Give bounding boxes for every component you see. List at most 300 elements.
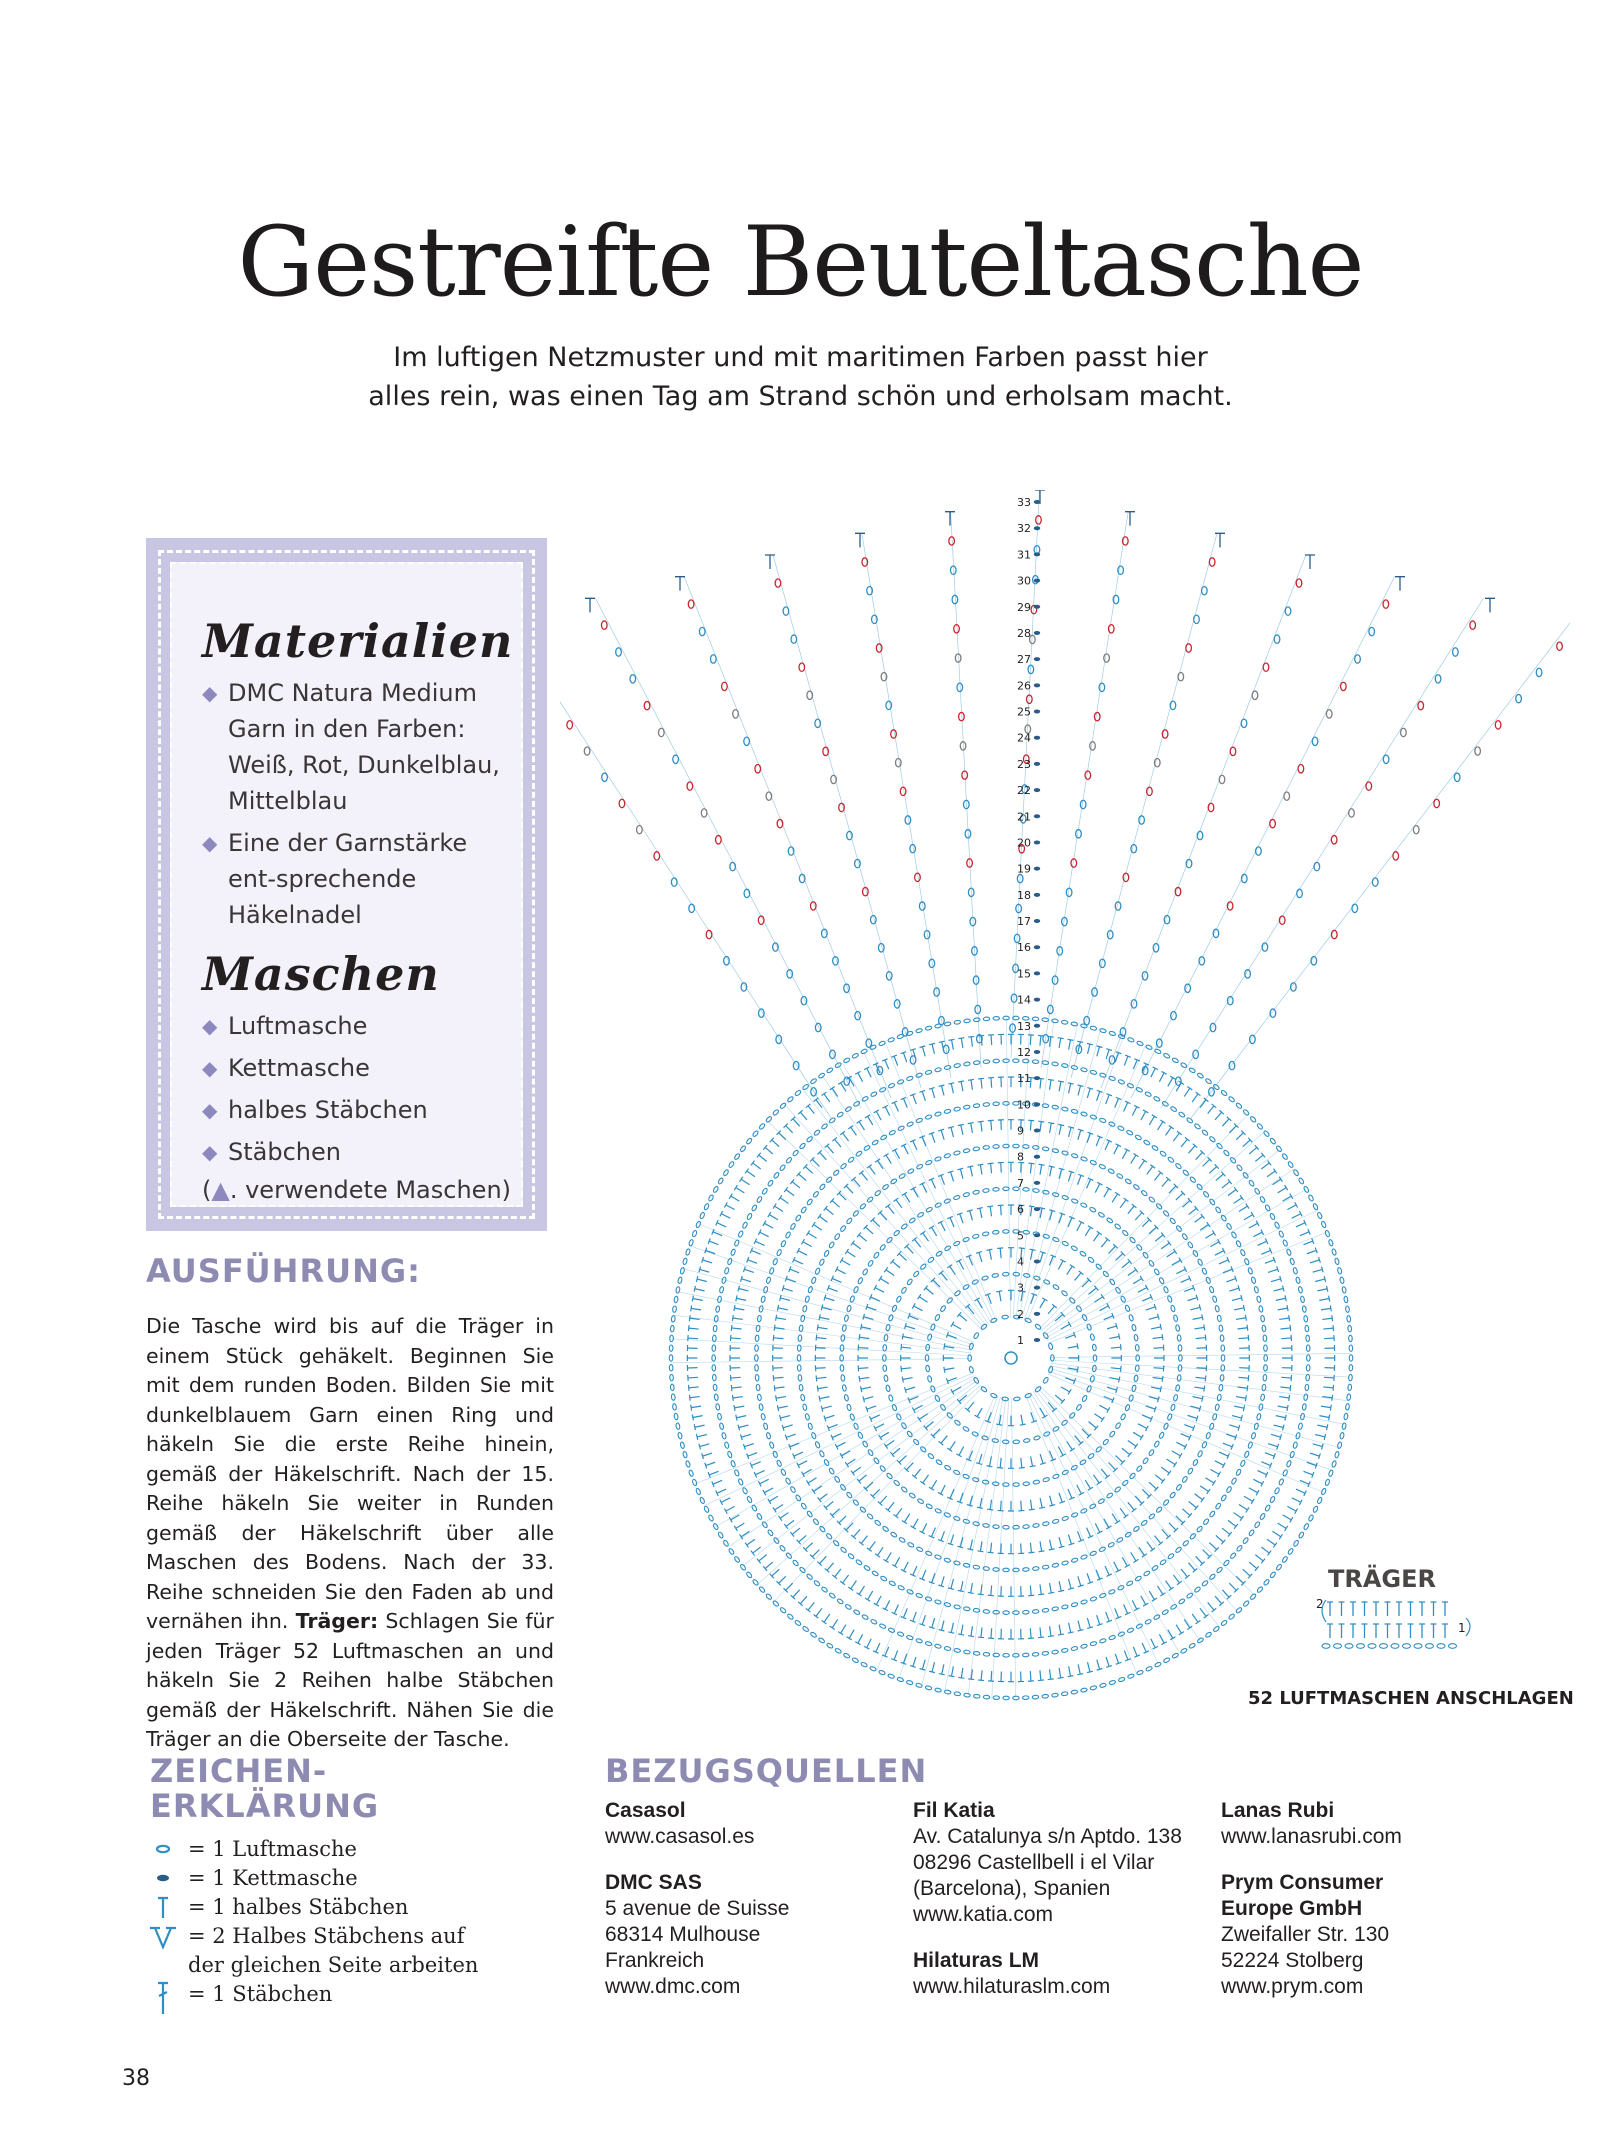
chart-stitch-hdc <box>844 1521 855 1532</box>
chart-stitch-hdc <box>1270 1431 1281 1440</box>
chart-stitch-hdc <box>920 1231 931 1243</box>
chart-stitch-chain <box>1254 1521 1261 1528</box>
chart-stitch-chain <box>905 816 911 824</box>
chart-stitch-chain <box>1080 1202 1087 1208</box>
chart-stitch-chain <box>917 1498 924 1504</box>
chart-stitch-hdc <box>1072 1271 1083 1283</box>
chart-stitch-chain <box>847 831 853 839</box>
chart-stitch-chain <box>1205 1631 1212 1638</box>
chart-stitch-hdc <box>938 1174 947 1185</box>
chart-stitch-hdc <box>777 1403 788 1411</box>
chart-stitch-chain <box>944 1512 951 1518</box>
chart-stitch-chain <box>715 1306 720 1313</box>
chart-stitch-hdc <box>968 1079 975 1090</box>
chart-stitch-chain <box>1418 701 1424 709</box>
chart-stitch-chain <box>1173 1394 1178 1401</box>
strap-caption: 52 LUFTMASCHEN ANSCHLAGEN <box>1248 1688 1574 1709</box>
chart-stitch-chain <box>1048 1343 1053 1350</box>
chart-stitch-hdc <box>1186 1144 1197 1155</box>
chart-stitch-chain <box>1013 1272 1020 1276</box>
chart-stitch-hdc <box>1138 1110 1148 1122</box>
chart-stitch-chain <box>1293 1267 1298 1274</box>
chart-stitch-chain <box>1413 825 1419 833</box>
chart-stitch-chain <box>1243 1109 1250 1116</box>
chart-stitch-hdc <box>882 1059 891 1071</box>
chart-stitch-hdc <box>988 1078 995 1088</box>
strap-stitch-chain <box>1391 1644 1399 1649</box>
chart-stitch-hdc <box>929 1132 938 1143</box>
chart-stitch-hdc <box>773 1345 783 1351</box>
chart-stitch-chain <box>746 1213 752 1220</box>
chart-stitch-chain <box>849 1295 855 1302</box>
chart-stitch-hdc <box>830 1507 841 1518</box>
chart-stitch-chain <box>983 1523 990 1528</box>
stitch-text: Luftmasche <box>228 1012 368 1041</box>
chart-stitch-hdc <box>1056 1537 1064 1548</box>
chart-stitch-hdc <box>830 1618 841 1630</box>
chart-stitch-chain <box>1240 1249 1246 1256</box>
chart-stitch-hdc <box>1037 1453 1046 1464</box>
chart-stitch-chain <box>901 1223 908 1230</box>
chart-stitch-chain <box>1248 1180 1255 1187</box>
chart-stitch-chain <box>1201 1129 1208 1136</box>
chart-stitch-chain <box>1013 1397 1020 1401</box>
chart-stitch-chain <box>728 1161 735 1168</box>
chart-stitch-chain <box>1203 1191 1210 1198</box>
chart-stitch-hdc <box>919 1569 928 1581</box>
chart-stitch-hdc <box>1111 1561 1121 1573</box>
chart-stitch-chain <box>1201 1580 1208 1587</box>
chart-stitch-hdc <box>864 1480 875 1491</box>
chart-stitch-chain <box>772 1600 779 1607</box>
chart-stitch-chain <box>1071 1690 1078 1695</box>
chart-stitch-hdc <box>1059 1384 1071 1394</box>
chart-stitch-chain <box>1341 682 1347 690</box>
chart-stitch-chain <box>835 1648 842 1654</box>
chart-stitch-chain <box>1306 1365 1310 1372</box>
chart-stitch-hdc <box>840 1131 851 1143</box>
chart-stitch-chain <box>810 1078 817 1085</box>
chart-stitch-chain <box>1032 1060 1039 1064</box>
chart-stitch-chain <box>1401 728 1407 736</box>
chart-stitch-hdc <box>875 1545 886 1557</box>
chart-stitch-chain <box>1081 1395 1087 1402</box>
chart-stitch-hdc <box>1056 1492 1065 1503</box>
chart-stitch-chain <box>926 1207 933 1213</box>
chart-stitch-chain <box>897 1631 904 1637</box>
bullet-icon: ◆ <box>202 1098 218 1123</box>
chart-stitch-chain <box>953 1150 960 1155</box>
chart-stitch-chain <box>1071 1512 1078 1518</box>
strap-stitch-chain <box>1357 1644 1365 1649</box>
chart-stitch-hdc <box>1309 1450 1320 1459</box>
chart-stitch-chain <box>699 627 705 635</box>
chart-stitch-chain <box>672 1403 676 1410</box>
chart-stitch-slip <box>1034 500 1040 504</box>
strap-stitch-hdc <box>1431 1602 1437 1616</box>
chart-stitch-hdc <box>741 1276 752 1285</box>
legend-row-hdc <box>150 1893 550 1922</box>
chart-stitch-hdc <box>912 1237 923 1249</box>
chart-stitch-chain <box>1109 1278 1116 1285</box>
chart-stitch-chain <box>992 1438 999 1443</box>
chart-stitch-chain <box>840 1163 847 1170</box>
chart-stitch-chain <box>1062 1241 1069 1247</box>
chart-stitch-hdc <box>866 1304 877 1313</box>
chart-stitch-chain <box>954 1107 961 1112</box>
chart-stitch-chain <box>1177 1335 1181 1342</box>
chart-stitch-chain <box>954 1604 961 1609</box>
chart-stitch-hdc <box>996 1291 1004 1302</box>
chart-stitch-chain <box>1187 1467 1193 1474</box>
chart-stitch-chain <box>1264 1345 1268 1352</box>
chart-stitch-chain <box>1300 1296 1305 1303</box>
chart-row-number: 8 <box>1017 1150 1024 1164</box>
chart-stitch-chain <box>973 1694 980 1698</box>
chart-stitch-chain <box>1205 1432 1211 1439</box>
chart-stitch-hdc <box>1195 1374 1206 1381</box>
chart-stitch-chain <box>1251 1277 1256 1284</box>
chart-stitch-hdc <box>1239 1345 1249 1351</box>
chart-stitch-chain <box>826 1533 833 1540</box>
chart-stitch-hdc <box>1218 1449 1230 1459</box>
chart-stitch-hdc <box>948 1171 957 1182</box>
chart-stitch-hdc <box>1110 1192 1120 1204</box>
chart-stitch-chain <box>685 1248 690 1255</box>
chart-stitch-hdc <box>1320 1403 1331 1410</box>
chart-stitch-chain <box>1071 1153 1078 1158</box>
chart-stitch-chain <box>1013 1696 1019 1700</box>
chart-stitch-chain <box>1099 683 1105 691</box>
chart-stitch-chain <box>1033 1188 1040 1193</box>
chart-stitch-chain <box>794 1620 801 1627</box>
chart-stitch-hdc <box>1299 1229 1311 1238</box>
stitch-item <box>202 1092 521 1128</box>
chart-stitch-chain <box>1182 1233 1189 1240</box>
chart-stitch-hdc <box>1194 1324 1205 1331</box>
chart-stitch-chain <box>1033 1480 1040 1485</box>
chart-stitch-chain <box>616 648 622 656</box>
chart-stitch-hdc <box>1238 1374 1248 1381</box>
chart-stitch-chain <box>1210 1023 1216 1031</box>
chart-stitch-hdc <box>1174 1514 1185 1525</box>
chart-row-number: 15 <box>1017 967 1031 981</box>
chart-stitch-chain <box>1260 1394 1265 1401</box>
chart-stitch-hdc <box>1155 1120 1165 1132</box>
chart-stitch-hdc <box>724 1202 736 1212</box>
chart-stitch-chain <box>1136 1623 1143 1629</box>
chart-stitch-hdc <box>1126 1500 1137 1512</box>
chart-stitch-chain <box>724 1267 729 1274</box>
chart-stitch-hdc <box>1222 1266 1234 1275</box>
chart-stitch-chain <box>1348 1384 1352 1391</box>
chart-stitch-hdc <box>886 1500 897 1512</box>
page-number: 38 <box>122 2066 150 2091</box>
chart-stitch-hdc <box>1085 1661 1093 1672</box>
chart-stitch-chain <box>1131 1324 1136 1331</box>
chart-stitch-chain <box>727 1451 732 1458</box>
chart-stitch-hdc <box>929 1526 939 1538</box>
chart-stitch-hdc <box>902 1512 912 1524</box>
chart-stitch-chain <box>1048 1366 1053 1373</box>
chart-stitch-chain <box>1287 1548 1294 1555</box>
chart-stitch-chain <box>1221 1345 1225 1352</box>
chart-stitch-hdc <box>1324 1365 1334 1371</box>
chart-stitch-hdc <box>696 1432 707 1440</box>
chart-stitch-hdc <box>910 1611 919 1622</box>
chart-stitch-chain <box>1071 1558 1078 1563</box>
chart-stitch-chain <box>730 862 736 870</box>
chart-stitch-chain <box>1383 755 1389 763</box>
chart-stitch-chain <box>797 1365 801 1372</box>
chart-stitch-chain <box>719 1423 724 1430</box>
chart-stitch-chain <box>980 1323 987 1330</box>
chart-stitch-chain <box>799 1142 806 1149</box>
chart-stitch-hdc <box>939 1620 947 1631</box>
chart-stitch-hdc <box>1008 1248 1014 1258</box>
chart-stitch-hdc <box>910 1094 919 1105</box>
chart-spoke-line <box>705 1375 975 1505</box>
chart-stitch-slip <box>1034 1076 1040 1080</box>
chart-stitch-hdc <box>1136 1159 1147 1171</box>
chart-stitch-hdc <box>863 1394 874 1402</box>
chart-stitch-chain <box>759 1009 765 1017</box>
chart-stitch-chain <box>1098 1498 1105 1504</box>
chart-stitch-chain <box>1042 1651 1049 1655</box>
chart-stitch-hdc <box>1066 1534 1075 1545</box>
stitches-list <box>202 1008 521 1170</box>
chart-stitch-chain <box>1052 1606 1059 1611</box>
chart-stitch-chain <box>584 747 590 755</box>
chart-stitch-chain <box>763 1286 768 1293</box>
chart-stitch-chain <box>785 1477 791 1484</box>
chart-stitch-chain <box>1118 1079 1125 1085</box>
chart-stitch-chain <box>1274 635 1280 643</box>
chart-stitch-hdc <box>1028 1293 1037 1304</box>
chart-stitch-chain <box>1334 1451 1339 1458</box>
strap-stitch-hdc <box>1373 1624 1379 1638</box>
chart-stitch-chain <box>1089 1503 1096 1509</box>
chart-stitch-hdc <box>1083 1226 1093 1238</box>
chart-stitch-chain <box>1282 1153 1289 1160</box>
chart-stitch-hdc <box>975 1298 985 1310</box>
chart-stitch-chain <box>1321 1221 1327 1228</box>
chart-stitch-chain <box>800 1206 807 1213</box>
chart-stitch-hdc <box>712 1478 724 1487</box>
chart-stitch-chain <box>1176 1484 1183 1491</box>
chart-stitch-chain <box>867 1513 874 1520</box>
chart-row-number: 24 <box>1017 731 1031 745</box>
chart-stitch-hdc <box>951 1322 963 1332</box>
chart-stitch-hdc <box>1103 1611 1112 1622</box>
chart-stitch-chain <box>1296 579 1302 587</box>
chart-stitch-hdc <box>892 1101 902 1113</box>
chart-stitch-hdc <box>851 1177 862 1188</box>
chart-stitch-chain <box>819 1183 826 1190</box>
chart-stitch-chain <box>776 1249 782 1256</box>
chart-stitch-chain <box>799 663 805 671</box>
stitches-heading: Maschen <box>202 947 440 1002</box>
chart-stitch-chain <box>896 1413 902 1420</box>
chart-stitch-chain <box>759 1305 764 1312</box>
chart-stitch-hdc <box>1187 1206 1199 1217</box>
chart-stitch-chain <box>828 1467 834 1474</box>
chart-stitch-chain <box>1393 852 1399 860</box>
chart-stitch-chain <box>1042 1694 1049 1698</box>
chart-stitch-chain <box>1293 1169 1300 1176</box>
legend-row-hdc-inc-2 <box>150 1951 550 1980</box>
chart-stitch-chain <box>1228 1613 1235 1620</box>
chart-stitch-hdc <box>987 1249 995 1260</box>
chart-stitch-chain <box>1197 1072 1204 1079</box>
strap-stitch-hdc <box>1442 1602 1448 1616</box>
strap-stitch-hdc <box>1339 1602 1345 1616</box>
chart-stitch-hdc <box>1312 1441 1323 1450</box>
chart-stitch-hdc <box>1243 1494 1255 1504</box>
chart-stitch-hdc <box>1084 1132 1093 1143</box>
strap-stitch-hdc <box>1419 1602 1425 1616</box>
chart-stitch-hdc <box>720 1495 732 1505</box>
chart-stitch-chain <box>1337 1442 1342 1449</box>
chart-stitch-chain <box>849 1413 855 1420</box>
chart-stitch-chain <box>718 1177 724 1184</box>
chart-stitch-chain <box>765 1116 772 1123</box>
chart-stitch-hdc <box>1083 1479 1093 1491</box>
chart-stitch-hdc <box>1309 1257 1320 1266</box>
chart-stitch-chain <box>742 1487 748 1494</box>
chart-stitch-hdc <box>891 1649 900 1660</box>
chart-stitch-chain <box>916 1118 923 1124</box>
chart-stitch-chain <box>1052 1693 1059 1697</box>
chart-stitch-chain <box>1345 1306 1349 1313</box>
chart-stitch-chain <box>926 1503 933 1509</box>
chart-stitch-chain <box>940 1305 947 1312</box>
chart-stitch-chain <box>1090 1596 1097 1601</box>
chart-stitch-hdc <box>938 1221 948 1233</box>
chart-stitch-hdc <box>998 1671 1004 1681</box>
chart-stitch-hdc <box>1120 1446 1132 1457</box>
chart-stitch-hdc <box>1198 1483 1210 1494</box>
chart-stitch-hdc <box>1253 1552 1265 1563</box>
chart-stitch-chain <box>738 1478 744 1485</box>
chart-stitch-hdc <box>776 1394 787 1402</box>
chart-stitch-hdc <box>1153 1233 1165 1244</box>
chart-stitch-hdc <box>1098 1403 1110 1413</box>
chart-stitch-chain <box>1220 1374 1224 1381</box>
chart-stitch-chain <box>762 1188 769 1195</box>
chart-stitch-chain <box>845 1604 852 1611</box>
chart-stitch-hdc <box>782 1285 793 1294</box>
chart-stitch-hdc <box>1047 1583 1055 1594</box>
chart-stitch-chain <box>993 1145 1000 1149</box>
chart-stitch-chain <box>602 773 608 781</box>
chart-stitch-chain <box>680 1267 685 1274</box>
chart-stitch-hdc <box>1121 1603 1131 1615</box>
chart-stitch-chain <box>1298 1177 1304 1184</box>
chart-stitch-chain <box>797 1355 801 1361</box>
chart-stitch-hdc <box>1295 1486 1307 1496</box>
chart-stitch-chain <box>767 1529 774 1536</box>
chart-stitch-hdc <box>1227 1581 1238 1592</box>
strap-stitch-chain <box>1426 1644 1434 1649</box>
chart-stitch-hdc <box>998 1120 1004 1130</box>
chart-stitch-hdc <box>1153 1365 1163 1372</box>
chart-stitch-hdc <box>729 1512 741 1522</box>
chart-stitch-dc <box>1305 555 1315 569</box>
chart-stitch-chain <box>1202 586 1208 594</box>
chart-stitch-hdc <box>1056 1624 1064 1635</box>
chart-stitch-slip <box>1034 605 1040 609</box>
chart-stitch-chain <box>897 1677 904 1682</box>
chart-stitch-hdc <box>1047 1539 1055 1550</box>
chart-stitch-chain <box>767 1180 774 1187</box>
chart-stitch-hdc <box>957 1168 965 1179</box>
chart-stitch-hdc <box>958 1038 965 1049</box>
chart-stitch-chain <box>1122 1230 1129 1237</box>
chart-stitch-hdc <box>720 1211 732 1221</box>
chart-stitch-hdc <box>1267 1266 1278 1275</box>
chart-stitch-chain <box>1172 1653 1179 1659</box>
chart-stitch-hdc <box>773 1502 785 1512</box>
chart-stitch-hdc <box>1101 1187 1111 1199</box>
chart-row-number: 2 <box>1017 1307 1024 1321</box>
chart-stitch-chain <box>1212 1413 1217 1420</box>
chart-stitch-chain <box>795 1494 802 1501</box>
chart-stitch-chain <box>742 1222 748 1229</box>
chart-stitch-chain <box>746 1138 753 1145</box>
chart-stitch-hdc <box>1180 1198 1191 1209</box>
chart-stitch-chain <box>695 1488 701 1495</box>
chart-stitch-hdc <box>1145 1403 1156 1412</box>
chart-stitch-slip <box>1034 710 1040 714</box>
chart-stitch-hdc <box>844 1184 855 1195</box>
chart-stitch-hdc <box>797 1458 809 1468</box>
chart-stitch-hdc <box>977 1164 984 1175</box>
chart-stitch-chain <box>859 1203 866 1210</box>
chart-stitch-hdc <box>768 1494 780 1504</box>
chart-stitch-chain <box>755 1355 759 1361</box>
chart-stitch-hdc <box>998 1205 1005 1215</box>
chart-stitch-chain <box>1345 1403 1349 1410</box>
chart-stitch-hdc <box>806 1600 817 1612</box>
strap-turn-arc <box>1466 1618 1470 1636</box>
chart-stitch-hdc <box>1286 1504 1298 1514</box>
strap-stitch-marks <box>1322 1600 1470 1648</box>
chart-stitch-chain <box>963 1650 970 1655</box>
chart-stitch-chain <box>1102 1438 1109 1445</box>
chart-stitch-slip <box>1034 526 1040 530</box>
chart-stitch-chain <box>1241 719 1247 727</box>
chart-stitch-hdc <box>857 1120 867 1132</box>
chart-stitch-hdc <box>883 1105 893 1117</box>
chart-stitch-hdc <box>1281 1194 1293 1204</box>
chart-stitch-hdc <box>859 1334 870 1341</box>
chart-stitch-hdc <box>1120 1148 1130 1160</box>
chart-stitch-chain <box>772 1258 778 1265</box>
chart-stitch-chain <box>934 1644 941 1649</box>
chart-stitch-hdc <box>758 1230 770 1240</box>
sources-column-1 <box>605 1798 905 2020</box>
material-item <box>202 675 521 819</box>
chart-stitch-chain <box>1163 1657 1170 1663</box>
chart-stitch-hdc <box>919 1136 928 1148</box>
chart-stitch-chain <box>757 1394 762 1401</box>
chart-stitch-chain <box>1194 1123 1201 1130</box>
chart-stitch-hdc <box>998 1586 1004 1596</box>
chart-stitch-chain <box>1314 862 1320 870</box>
chart-stitch-chain <box>829 1592 836 1599</box>
chart-stitch-hdc <box>1069 1355 1079 1361</box>
